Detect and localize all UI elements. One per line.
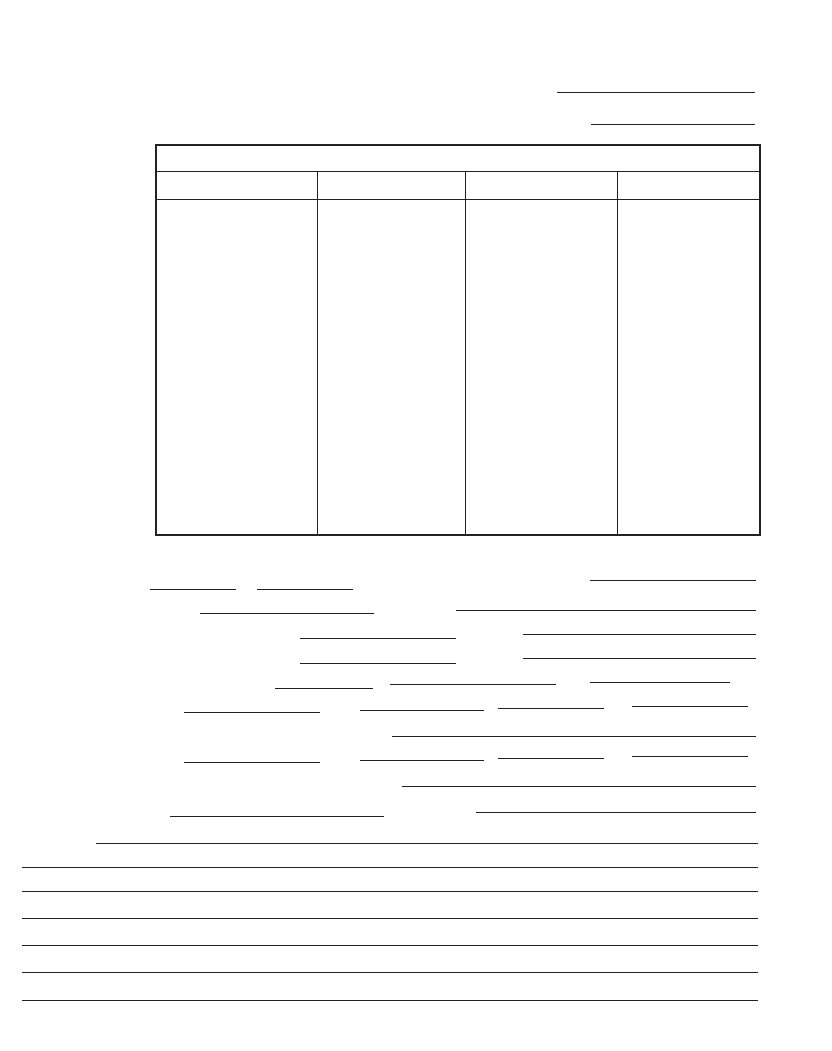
table-caption-cell <box>157 146 759 172</box>
coord-pos12-lat-field[interactable] <box>498 708 604 709</box>
column-divider <box>317 171 318 534</box>
coord-speed-next12-kts-field[interactable] <box>590 682 730 683</box>
comments-line-4[interactable] <box>22 918 758 919</box>
coord-speed-next12-mph-field[interactable] <box>390 684 556 685</box>
comments-line-5[interactable] <box>22 945 758 946</box>
coord-course-next12-field[interactable] <box>275 688 373 689</box>
coord-began-field[interactable] <box>170 816 384 817</box>
column-divider <box>465 171 466 534</box>
coord-present-lon-field[interactable] <box>257 589 353 590</box>
coord-pos12-time-field[interactable] <box>360 710 484 711</box>
coord-radius40-field[interactable] <box>300 663 456 664</box>
coord-present-lat-field[interactable] <box>150 589 236 590</box>
coord-fc24-lon-field[interactable] <box>632 756 748 757</box>
coord-fc24-lat-field[interactable] <box>498 758 604 759</box>
coord-present-course-speed-field[interactable] <box>590 580 756 581</box>
hurricane-line <box>557 92 755 93</box>
column-header-divider <box>157 199 759 200</box>
coord-completed-field[interactable] <box>476 812 756 813</box>
coord-fc24-time-field[interactable] <box>360 760 484 761</box>
comments-line-2[interactable] <box>22 867 758 868</box>
coord-radius-hurricane-field[interactable] <box>300 638 456 639</box>
centers-table <box>155 144 761 536</box>
date-line <box>591 124 755 125</box>
coord-radius40-forecast-field[interactable] <box>523 658 756 659</box>
column-divider <box>617 171 618 534</box>
coord-max-forecast-field[interactable] <box>456 610 756 611</box>
comments-line-7[interactable] <box>22 1000 758 1001</box>
coord-fc24-at-field[interactable] <box>184 762 320 763</box>
coord-radius-hurricane-forecast-field[interactable] <box>523 634 756 635</box>
coord-radius50-present-field[interactable] <box>392 736 756 737</box>
coord-pos12-lon-field[interactable] <box>632 706 748 707</box>
comments-line-6[interactable] <box>22 972 758 973</box>
comments-line-3[interactable] <box>22 891 758 892</box>
coord-max-winds-field[interactable] <box>200 613 374 614</box>
coord-radius50-forecast-field[interactable] <box>402 786 756 787</box>
comments-line-1[interactable] <box>96 843 758 844</box>
coord-pos12-at-field[interactable] <box>184 712 320 713</box>
